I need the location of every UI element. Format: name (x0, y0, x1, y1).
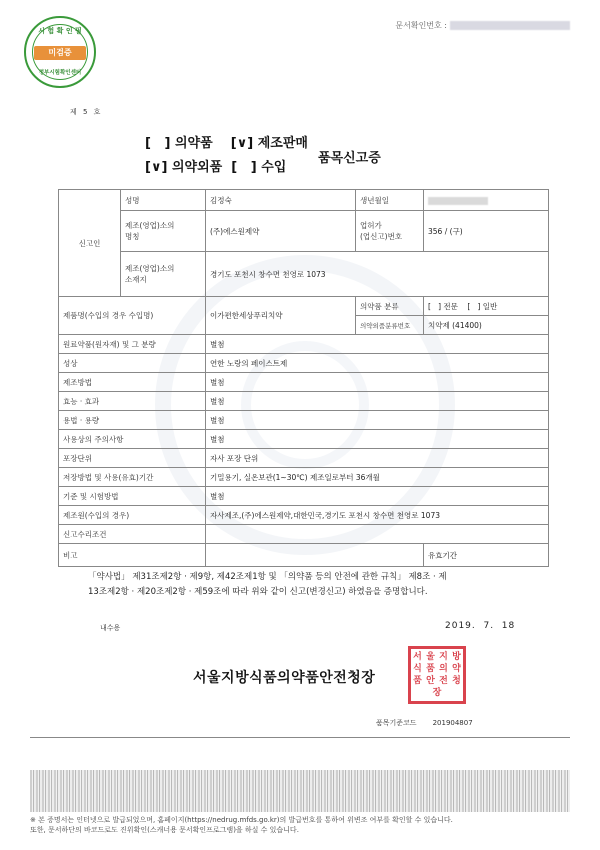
seal-char: 식 (413, 664, 422, 674)
validity-cell (424, 544, 549, 567)
row-value: 자사제조,(주)에스원제약,대한민국,경기도 포천시 창수면 천영로 1073 (206, 506, 549, 525)
form-number: 제 5 호 (70, 108, 103, 116)
seal-char: 품 (426, 664, 435, 674)
seal-char: 약 (452, 664, 461, 674)
remarks-label: 비고 (59, 544, 206, 567)
official-seal (408, 646, 466, 704)
divider (30, 737, 570, 738)
seal-char: 품 (413, 676, 422, 686)
row-label: 저장방법 및 사용(유효)기간 (59, 468, 206, 487)
seal-char: 안 (426, 676, 435, 686)
seal-char: 전 (439, 676, 448, 686)
license-label: 업허가 (업신고)번호 (356, 211, 424, 252)
issue-date: 2019. 7. 18 (445, 621, 516, 631)
applicant-group-label: 신고인 (59, 190, 121, 297)
product-name-value: 이가편한세상푸리치약 (206, 297, 356, 335)
name-value: 김정숙 (206, 190, 356, 211)
row-label: 효능 · 효과 (59, 392, 206, 411)
row-value: 별첨 (206, 373, 549, 392)
row-label: 제조원(수입의 경우) (59, 506, 206, 525)
remarks-value (206, 544, 424, 567)
class-label: 의약외품분류번호 (356, 316, 424, 335)
seal-char: 지 (439, 652, 448, 662)
product-code-value: 201904807 (432, 719, 473, 727)
title-block (145, 132, 308, 180)
statement-line-1: 「약사법」 제31조제2항 · 제9항, 제42조제1항 및 「의약품 등의 안전에 관한 규칙」 제8조 · 제 (88, 572, 447, 582)
category-value: [ ] 전문 [ ] 일반 (424, 297, 549, 316)
document-number-redacted (450, 21, 570, 30)
birth-redacted (428, 197, 488, 205)
seal-char: 청 (452, 676, 461, 686)
address-label: 제조(영업)소의 소재지 (121, 252, 206, 297)
row-label: 원료약품(원자재) 및 그 분량 (59, 335, 206, 354)
row-label: 성상 (59, 354, 206, 373)
footer-line-2: 또한, 문서하단의 바코드로도 진위확인(스캐너용 문서확인프로그램)을 하실 수 있습니다. (30, 826, 299, 834)
class-value: 치약제 (41400) (424, 316, 549, 335)
row-value: 별첨 (206, 411, 549, 430)
stamp-bottom-text: 정부시험확인센터 (38, 70, 82, 76)
product-code-label: 품목기준코드 (376, 719, 417, 727)
row-value: 자사 포장 단위 (206, 449, 549, 468)
document-number (395, 20, 570, 31)
conditions-label: 신고수리조건 (59, 525, 206, 544)
row-label: 기준 및 시험방법 (59, 487, 206, 506)
verification-barcode (30, 770, 570, 812)
validity-label: 유효기간 (428, 550, 457, 560)
address-value: 경기도 포천시 창수면 천영로 1073 (206, 252, 549, 297)
product-code (376, 718, 473, 728)
title-line-1: [ ] 의약품 [∨] 제조판매 (145, 136, 308, 151)
product-name-label: 제품명(수입의 경우 수입명) (59, 297, 206, 335)
certification-statement (88, 570, 528, 600)
seal-char: 방 (452, 652, 461, 662)
domestic-use-label: 내수용 (100, 624, 121, 632)
verification-stamp (24, 16, 96, 88)
stamp-top-text: 시 험 확 인 필 (38, 27, 82, 35)
row-value: 별첨 (206, 487, 549, 506)
name-label: 성명 (121, 190, 206, 211)
seal-char: 울 (426, 652, 435, 662)
row-label: 사용상의 주의사항 (59, 430, 206, 449)
footer-line-1: ※ 본 증명서는 인터넷으로 발급되었으며, 홈페이지(https://nedrug.mfds.go.kr)의 발급번호를 통하여 위변조 여부를 확인할 수 있습니다. (30, 816, 453, 824)
license-value: 356 / (구) (424, 211, 549, 252)
row-label: 용법 · 용량 (59, 411, 206, 430)
seal-char: 서 (413, 652, 422, 662)
row-value: 연한 노랑의 페이스트제 (206, 354, 549, 373)
document-number-label: 문서확인번호 : (395, 21, 447, 30)
row-value: 기밀용기, 실온보관(1~30℃) 제조일로부터 36개월 (206, 468, 549, 487)
stamp-middle-text: 미검증 (34, 46, 86, 60)
birth-label: 생년월일 (356, 190, 424, 211)
seal-char: 장 (432, 688, 442, 698)
certificate-table (58, 189, 549, 567)
company-label: 제조(영업)소의 명칭 (121, 211, 206, 252)
row-label: 포장단위 (59, 449, 206, 468)
footer-notice (30, 815, 570, 835)
issuer-name: 서울지방식품의약품안전청장 (193, 670, 376, 686)
row-value: 별첨 (206, 335, 549, 354)
statement-line-2: 13조제2항 · 제20조제2항 · 제59조에 따라 위와 같이 신고(변경신고) 하였음을 증명합니다. (88, 587, 428, 597)
birth-value (424, 190, 549, 211)
title-line-2: [∨] 의약외품 [ ] 수입 (145, 160, 287, 175)
row-label: 제조방법 (59, 373, 206, 392)
row-value: 별첨 (206, 430, 549, 449)
company-value: (주)에스원제약 (206, 211, 356, 252)
row-value: 별첨 (206, 392, 549, 411)
document-title: 품목신고증 (318, 151, 381, 166)
seal-char: 의 (439, 664, 448, 674)
conditions-value (206, 525, 549, 544)
category-label: 의약품 분류 (356, 297, 424, 316)
